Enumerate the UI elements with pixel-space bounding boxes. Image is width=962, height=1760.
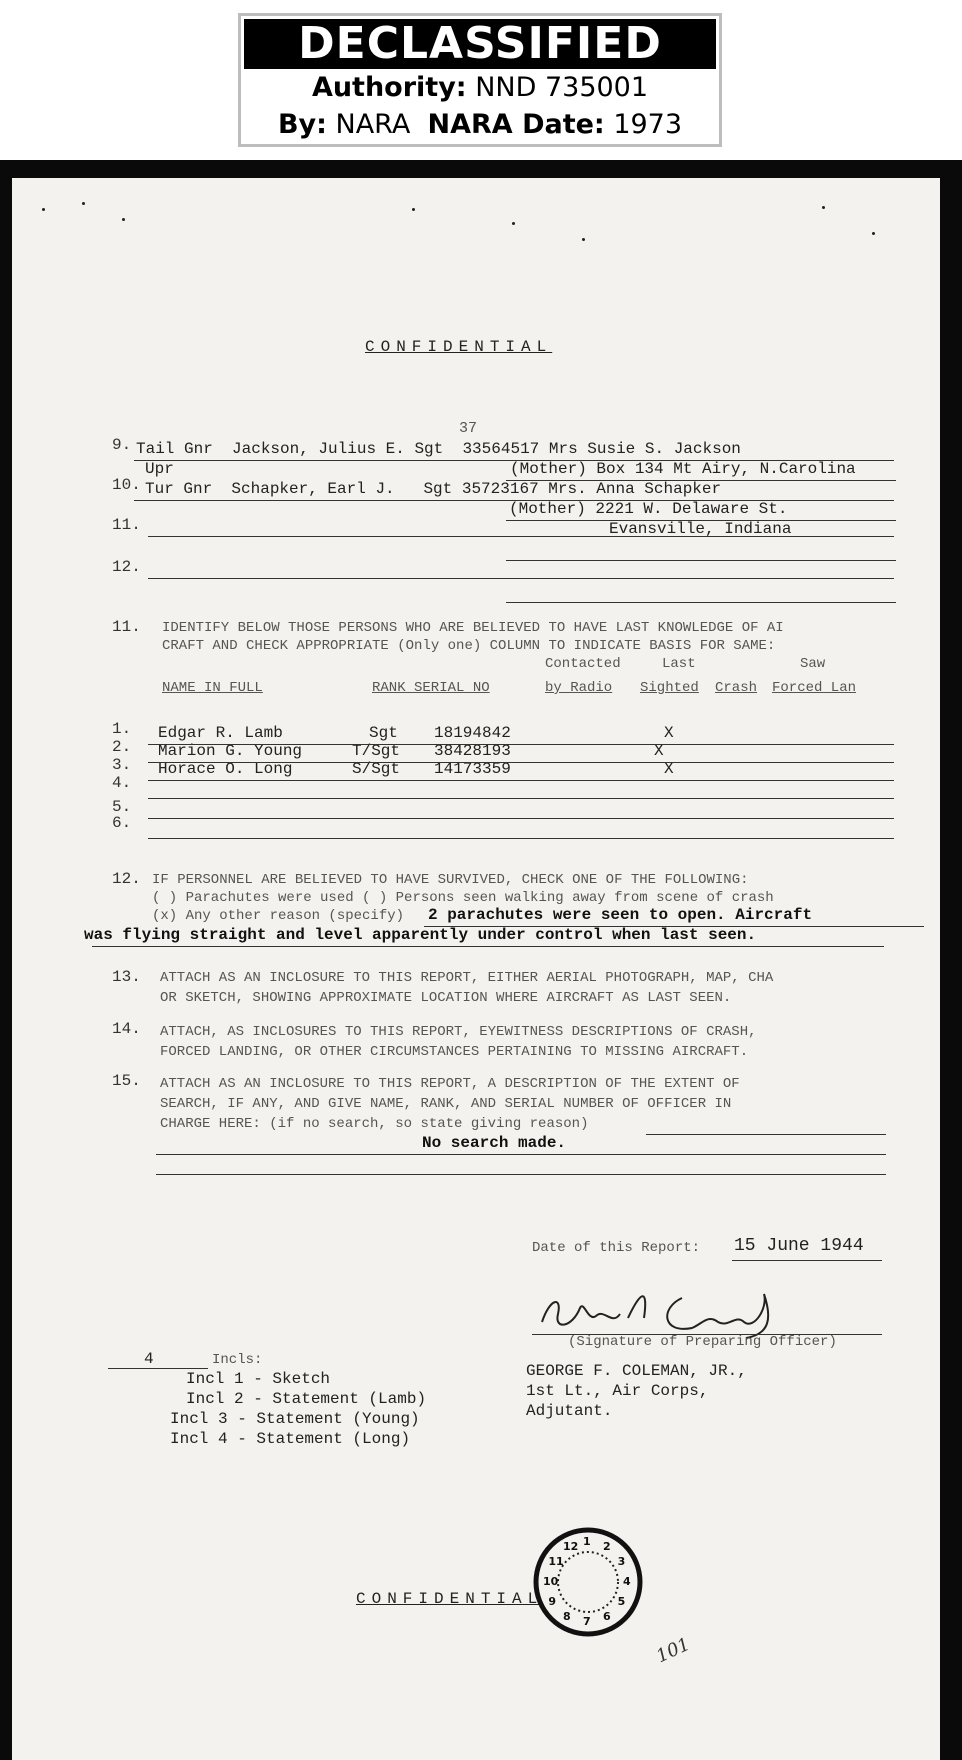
crew-10-line1: Tur Gnr Schapker, Earl J. Sgt 35723167 Mrs. Anna Schapker	[145, 480, 722, 498]
authority-value: NND 735001	[475, 72, 649, 103]
q11-text2: CRAFT AND CHECK APPROPRIATE (Only one) COLUMN TO INDICATE BASIS FOR SAME:	[162, 638, 776, 654]
crew-10-prefix: Upr	[145, 460, 174, 478]
underline	[646, 1134, 886, 1135]
q12-text1: IF PERSONNEL ARE BELIEVED TO HAVE SURVIVED, CHECK ONE OF THE FOLLOWING:	[152, 872, 749, 888]
row-number: 4.	[112, 774, 132, 792]
item-number: 13.	[112, 968, 141, 986]
underline	[108, 1368, 208, 1369]
witness-serial: 14173359	[434, 760, 511, 778]
row-number: 2.	[112, 738, 132, 756]
q15-text3: CHARGE HERE: (if no search, so state giving reason)	[160, 1116, 589, 1132]
classification-header: CONFIDENTIAL	[365, 338, 553, 356]
item-number: 12.	[112, 558, 141, 576]
q12-text3-prefix: (x) Any other reason (specify)	[152, 908, 405, 924]
underline	[148, 780, 894, 781]
q12-text2: ( ) Parachutes were used ( ) Persons seen walking away from scene of crash	[152, 890, 774, 906]
last-sighted-mark: X	[664, 724, 674, 742]
stamp-number: 2	[603, 1540, 611, 1554]
col-contacted-1: Contacted	[545, 656, 621, 672]
underline	[148, 818, 894, 819]
q11-text1: IDENTIFY BELOW THOSE PERSONS WHO ARE BELIEVED TO HAVE LAST KNOWLEDGE OF AI	[162, 620, 784, 636]
crew-9-marginal: 37	[459, 420, 478, 437]
item-number: 15.	[112, 1072, 141, 1090]
row-number: 5.	[112, 798, 132, 816]
col-crash: Crash	[715, 680, 758, 696]
stamp-number: 11	[548, 1555, 564, 1568]
witness-rank: Sgt	[369, 724, 398, 742]
banner-title: DECLASSIFIED	[244, 19, 716, 69]
signature-caption: (Signature of Preparing Officer)	[568, 1334, 837, 1350]
authority-line	[241, 69, 719, 106]
report-date-label: Date of this Report:	[532, 1240, 701, 1256]
underline	[148, 798, 894, 799]
speck	[412, 208, 415, 211]
q12-answer-cont: was flying straight and level apparently under control when last seen.	[84, 926, 757, 944]
report-date-value: 15 June 1944	[734, 1236, 864, 1256]
witness-serial: 38428193	[434, 742, 511, 760]
nara-date-value: 1973	[613, 109, 683, 140]
item-number: 9.	[112, 436, 132, 454]
underline	[148, 536, 894, 537]
crew-10-line3: Evansville, Indiana	[609, 520, 792, 538]
speck	[122, 218, 125, 221]
item-number: 14.	[112, 1020, 141, 1038]
item-number: 10.	[112, 476, 141, 494]
col-saw-2: Forced Lan	[772, 680, 857, 696]
q14-text2: FORCED LANDING, OR OTHER CIRCUMSTANCES PERTAINING TO MISSING AIRCRAFT.	[160, 1044, 749, 1060]
witness-name: Marion G. Young	[158, 742, 303, 760]
col-last-2: Sighted	[640, 680, 699, 696]
row-number: 3.	[112, 756, 132, 774]
round-date-stamp	[532, 1526, 644, 1638]
scanned-page	[0, 160, 962, 1760]
nara-date-label: NARA Date:	[427, 109, 605, 140]
officer-signature	[532, 1278, 792, 1342]
inclosure-2: Incl 2 - Statement (Lamb)	[186, 1390, 427, 1408]
by-value: NARA	[335, 109, 411, 140]
stamp-number: 4	[623, 1575, 631, 1588]
inclosure-4: Incl 4 - Statement (Long)	[170, 1430, 411, 1448]
officer-title: Adjutant.	[526, 1402, 613, 1420]
stamp-number: 9	[548, 1595, 556, 1608]
authority-label: Authority:	[311, 72, 467, 103]
crew-10-line2: (Mother) 2221 W. Delaware St.	[509, 500, 788, 518]
handwritten-mark: 101	[653, 1633, 694, 1668]
speck	[822, 206, 825, 209]
q15-text1: ATTACH AS AN INCLOSURE TO THIS REPORT, A DESCRIPTION OF THE EXTENT OF	[160, 1076, 740, 1092]
witness-rank: T/Sgt	[352, 742, 401, 760]
last-sighted-mark: X	[654, 742, 664, 760]
stamp-number: 7	[583, 1615, 591, 1628]
stamp-number: 6	[603, 1609, 611, 1623]
item-number: 12.	[112, 870, 141, 888]
speck	[512, 222, 515, 225]
q15-answer: No search made.	[422, 1134, 567, 1152]
underline	[156, 1174, 886, 1175]
underline	[506, 602, 896, 603]
speck	[42, 208, 45, 211]
speck	[872, 232, 875, 235]
q15-text2: SEARCH, IF ANY, AND GIVE NAME, RANK, AND SERIAL NUMBER OF OFFICER IN	[160, 1096, 732, 1112]
signature-scrawl	[532, 1278, 792, 1342]
col-name: NAME IN FULL	[162, 680, 263, 696]
stamp-number: 10	[543, 1575, 559, 1588]
officer-name: GEORGE F. COLEMAN, JR.,	[526, 1362, 747, 1380]
col-saw-1: Saw	[800, 656, 826, 672]
underline	[148, 838, 894, 839]
q13-text1: ATTACH AS AN INCLOSURE TO THIS REPORT, EITHER AERIAL PHOTOGRAPH, MAP, CHA	[160, 970, 774, 986]
stamp-number: 3	[617, 1555, 626, 1568]
witness-name: Horace O. Long	[158, 760, 293, 778]
underline	[148, 744, 894, 745]
declassified-banner	[238, 13, 722, 147]
underline	[156, 1154, 886, 1155]
stamp-number: 1	[583, 1535, 591, 1548]
incls-label: Incls:	[212, 1352, 263, 1368]
underline	[732, 1260, 882, 1261]
by-line	[241, 106, 719, 143]
underline	[148, 762, 894, 763]
speck	[82, 202, 85, 205]
inclosure-3: Incl 3 - Statement (Young)	[170, 1410, 420, 1428]
witness-name: Edgar R. Lamb	[158, 724, 283, 742]
last-sighted-mark: X	[664, 760, 674, 778]
by-label: By:	[277, 109, 327, 140]
speck	[582, 238, 585, 241]
crew-9-line2: (Mother) Box 134 Mt Airy, N.Carolina	[510, 460, 856, 478]
col-last-1: Last	[662, 656, 696, 672]
classification-footer: CONFIDENTIAL	[356, 1590, 544, 1608]
col-rank: RANK SERIAL NO	[372, 680, 490, 696]
officer-rank: 1st Lt., Air Corps,	[526, 1382, 709, 1400]
row-number: 6.	[112, 814, 132, 832]
inclosure-1: Incl 1 - Sketch	[186, 1370, 331, 1388]
witness-rank: S/Sgt	[352, 760, 401, 778]
document-paper	[12, 178, 940, 1760]
witness-serial: 18194842	[434, 724, 511, 742]
underline	[148, 578, 894, 579]
stamp-number: 12	[563, 1540, 579, 1554]
item-number: 11.	[112, 516, 141, 534]
underline	[92, 946, 884, 947]
q12-answer: 2 parachutes were seen to open. Aircraft	[428, 906, 813, 924]
crew-9-line1: Tail Gnr Jackson, Julius E. Sgt 33564517 Mrs Susie S. Jackson	[136, 440, 741, 458]
incls-count: 4	[144, 1350, 154, 1368]
q13-text2: OR SKETCH, SHOWING APPROXIMATE LOCATION WHERE AIRCRAFT AS LAST SEEN.	[160, 990, 732, 1006]
underline	[506, 560, 896, 561]
stamp-number: 5	[617, 1595, 626, 1608]
item-number: 11.	[112, 618, 141, 636]
row-number: 1.	[112, 720, 132, 738]
stamp-number: 8	[563, 1609, 571, 1623]
col-contacted-2: by Radio	[545, 680, 613, 696]
q14-text1: ATTACH, AS INCLOSURES TO THIS REPORT, EYEWITNESS DESCRIPTIONS OF CRASH,	[160, 1024, 757, 1040]
